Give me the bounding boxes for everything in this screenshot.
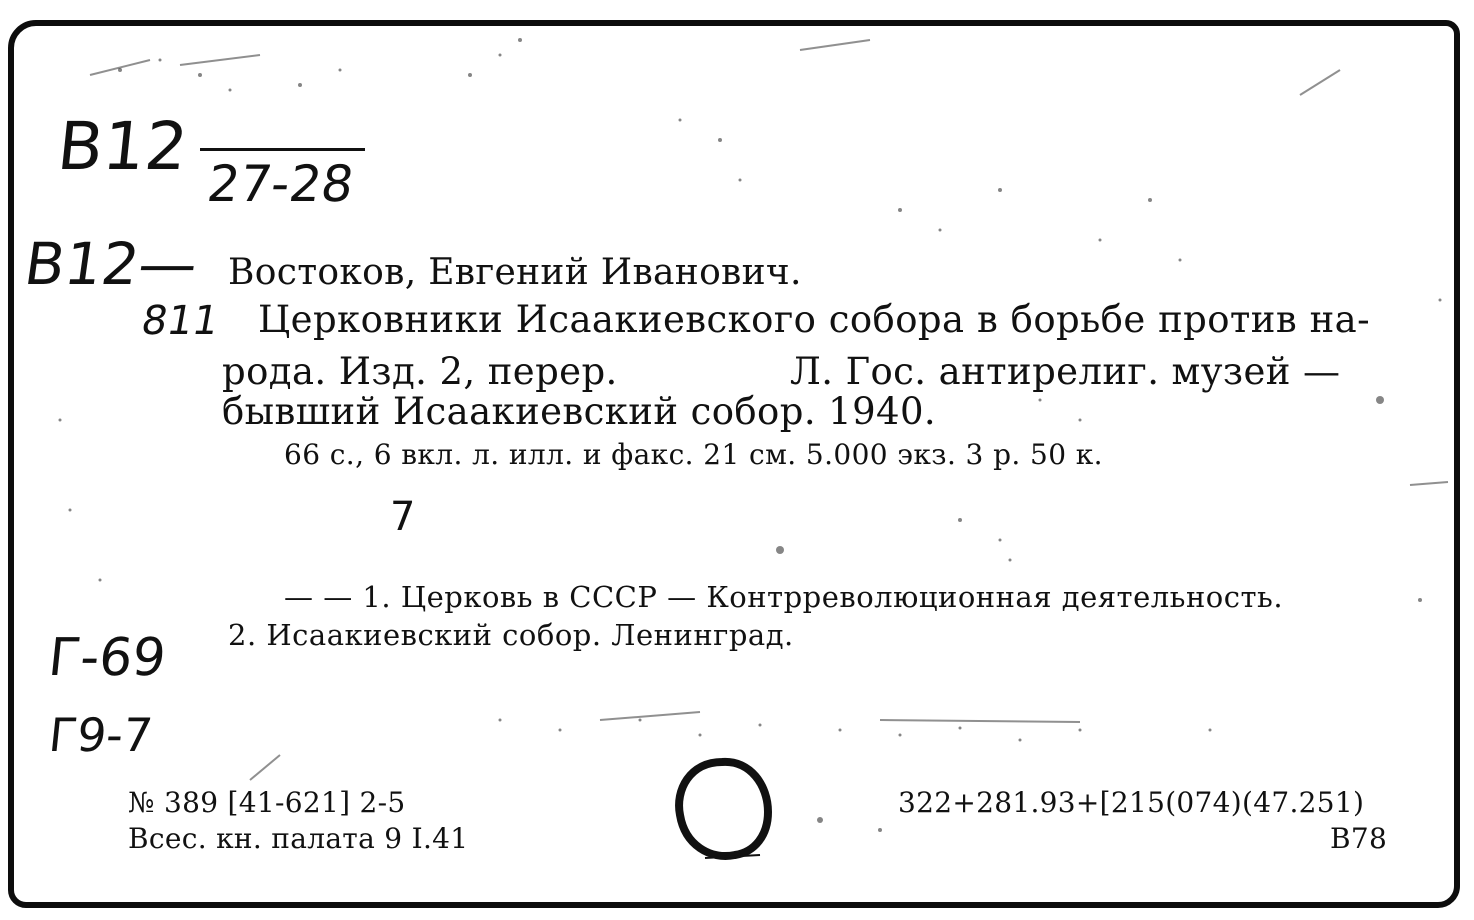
handwritten-mark-7: 7	[390, 494, 416, 540]
handwritten-call-letter: B12—	[20, 230, 202, 298]
title-line-2-right: Л. Гос. антирелиг. музей —	[790, 350, 1341, 393]
book-chamber: Всес. кн. палата 9 I.41	[128, 822, 469, 855]
subject-heading-2: 2. Исаакиевский собор. Ленинград.	[228, 618, 794, 652]
collation-line: 66 с., 6 вкл. л. илл. и факс. 21 см. 5.000 экз. 3 р. 50 к.	[284, 438, 1103, 471]
title-line-3: бывший Исаакиевский собор. 1940.	[222, 390, 937, 433]
author-mark: В78	[1330, 822, 1388, 855]
subject-heading-1: — — 1. Церковь в СССР — Контрреволюционная деятельность.	[284, 580, 1284, 614]
stamp-ring-icon	[679, 762, 768, 858]
handwritten-shelf-top-number: 27-28	[203, 155, 358, 213]
handwritten-shelf-top: B12	[53, 108, 192, 185]
handwritten-call-number: 811	[137, 298, 223, 344]
handwritten-code-g9-7: Г9-7	[46, 708, 156, 762]
handwritten-code-g69: Г-69	[45, 628, 169, 688]
classification-index: 322+281.93+[215(074)(47.251)	[898, 786, 1365, 819]
handwritten-fraction-bar	[200, 148, 365, 151]
card-number: № 389 [41-621] 2-5	[128, 786, 406, 819]
author-heading: Востоков, Евгений Иванович.	[228, 252, 802, 293]
title-line-2-left: рода. Изд. 2, перер.	[222, 350, 618, 393]
title-line-1: Церковники Исаакиевского собора в борьбе против на-	[258, 298, 1370, 341]
